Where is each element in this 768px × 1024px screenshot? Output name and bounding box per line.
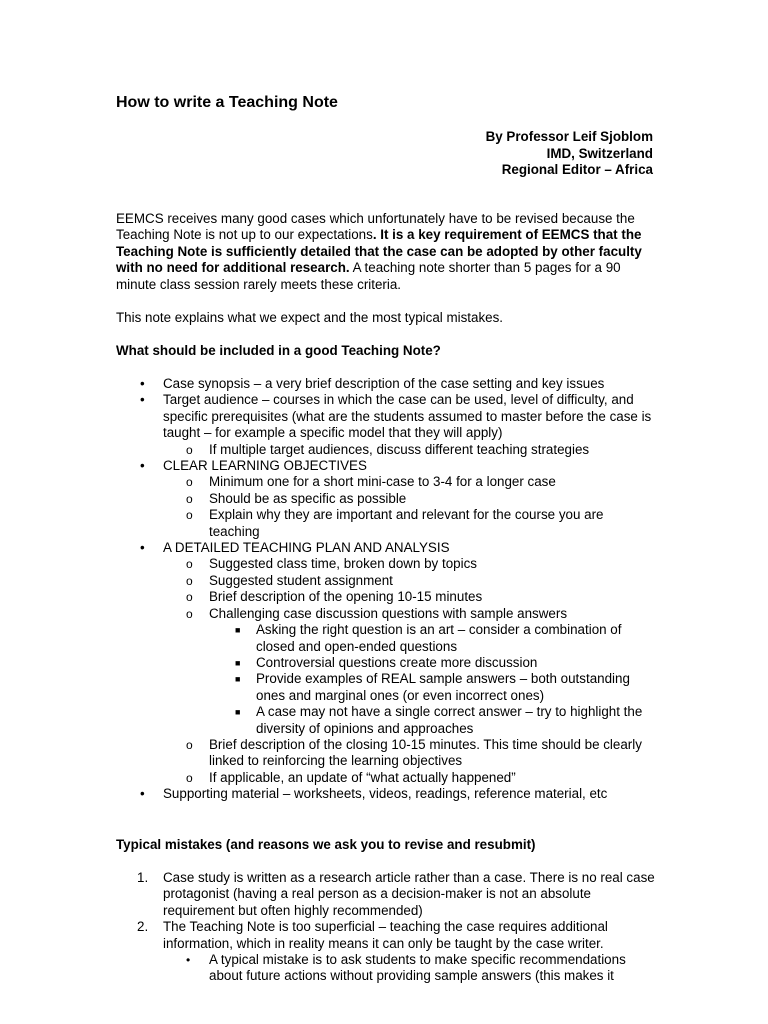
byline [486, 129, 653, 179]
list-item-text: A DETAILED TEACHING PLAN AND ANALYSIS [163, 540, 450, 556]
square-bullet-icon: ■ [235, 625, 241, 636]
list-item-text: Suggested class time, broken down by topics [209, 556, 477, 572]
list-item-text: Brief description of the closing 10-15 minutes. This time should be clearly linked to reinforcing the learning objectives [209, 736, 642, 769]
list-item [116, 491, 656, 507]
list-item [116, 556, 656, 572]
intro-bold-text: . It is a key requirement of EEMCS that the Teaching Note is sufficiently detailed that the case can be adopted by other faculty with no need for additional research. [116, 227, 642, 276]
circle-bullet-icon: o [186, 573, 193, 588]
list-item [116, 770, 656, 786]
circle-bullet-icon: o [186, 442, 193, 457]
list-item-text: If multiple target audiences, discuss different teaching strategies [209, 441, 590, 457]
bullet-icon: • [140, 540, 145, 556]
list-item-text: Suggested student assignment [209, 572, 393, 588]
mistakes-list [116, 870, 656, 985]
circle-bullet-icon: o [186, 770, 193, 785]
list-item [116, 870, 656, 919]
bullet-icon: • [140, 376, 145, 391]
list-item-text: Minimum one for a short mini-case to 3-4 for a longer case [209, 474, 556, 490]
list-item-text: A typical mistake is to ask students to make specific recommendations about future actions without providing sample answers (this makes it [209, 952, 626, 984]
list-item-text: Brief description of the opening 10-15 minutes [209, 589, 483, 605]
list-item [116, 507, 656, 540]
bullet-icon: • [140, 458, 145, 474]
intro-text-2: A teaching note shorter than 5 pages for a 90 minute class session rarely meets these criteria. [116, 260, 621, 292]
list-item-text: Target audience – courses in which the case can be used, level of difficulty, and specific prerequisites (what are the students assumed to master before the case is taught – for example a specific model that they will apply) [163, 392, 652, 441]
list-item-text: CLEAR LEARNING OBJECTIVES [163, 458, 367, 474]
list-item [116, 671, 656, 704]
list-item [116, 606, 656, 622]
square-bullet-icon: ■ [235, 657, 241, 668]
list-item-text: Case synopsis – a very brief description of the case setting and key issues [163, 376, 605, 391]
list-item [116, 737, 656, 770]
list-item-text: Explain why they are important and relevant for the course you are teaching [209, 507, 604, 539]
list-item-text: Supporting material – worksheets, videos, readings, reference material, etc [163, 786, 608, 802]
circle-bullet-icon: o [186, 590, 193, 605]
list-item [116, 392, 656, 441]
list-item [116, 952, 656, 985]
bullet-icon: • [140, 786, 145, 802]
list-item-text: Should be as specific as possible [209, 490, 407, 506]
list-item [116, 919, 656, 952]
list-item [116, 704, 656, 737]
bullet-icon: • [140, 392, 145, 408]
list-item-text: Challenging case discussion questions with sample answers [209, 605, 568, 621]
circle-bullet-icon: o [186, 491, 193, 506]
list-item [116, 442, 656, 458]
list-item-text: The Teaching Note is too superficial – teaching the case requires additional information, which in reality means it can only be taught by the case writer. [163, 919, 608, 951]
note-paragraph: This note explains what we expect and the most typical mistakes. [116, 310, 504, 325]
intro-paragraph [116, 211, 656, 293]
list-item [116, 376, 656, 392]
intro-text-1: EEMCS receives many good cases which unfortunately have to be revised because the Teaching Note is not up to our expectations [116, 211, 635, 243]
list-item [116, 458, 656, 474]
list-item-text: If applicable, an update of “what actually happened” [209, 769, 516, 785]
section-heading-included: What should be included in a good Teaching Note? [116, 343, 441, 358]
role-line: Regional Editor – Africa [501, 162, 653, 177]
section-heading-mistakes: Typical mistakes (and reasons we ask you to revise and resubmit) [116, 837, 536, 852]
list-item-text: Asking the right question is an art – consider a combination of closed and open-ended questions [256, 622, 622, 654]
document-title: How to write a Teaching Note [116, 94, 338, 111]
circle-bullet-icon: o [186, 508, 193, 523]
circle-bullet-icon: o [186, 475, 193, 490]
bullet-icon: • [186, 953, 191, 968]
affiliation-line: IMD, Switzerland [546, 145, 653, 161]
list-item [116, 474, 656, 490]
list-item-text: Controversial questions create more discussion [256, 654, 538, 670]
included-list [116, 376, 656, 803]
list-item-text: Provide examples of REAL sample answers – both outstanding ones and marginal ones (or even incorrect ones) [256, 671, 630, 703]
list-item-text: Case study is written as a research article rather than a case. There is no real case protagonist (having a real person as a decision-maker is not an absolute requirement but often highly recommended) [163, 870, 655, 918]
circle-bullet-icon: o [186, 737, 193, 752]
circle-bullet-icon: o [186, 606, 193, 621]
author-line: By Professor Leif Sjoblom [485, 129, 653, 144]
list-item [116, 589, 656, 605]
square-bullet-icon: ■ [235, 707, 241, 718]
list-number: 2. [137, 919, 149, 935]
square-bullet-icon: ■ [235, 674, 241, 685]
list-number: 1. [137, 870, 149, 885]
list-item [116, 655, 656, 671]
list-item [116, 622, 656, 655]
list-item [116, 573, 656, 589]
circle-bullet-icon: o [186, 557, 193, 572]
list-item [116, 540, 656, 556]
list-item-text: A case may not have a single correct answer – try to highlight the diversity of opinions and approaches [256, 704, 643, 736]
list-item [116, 786, 656, 802]
